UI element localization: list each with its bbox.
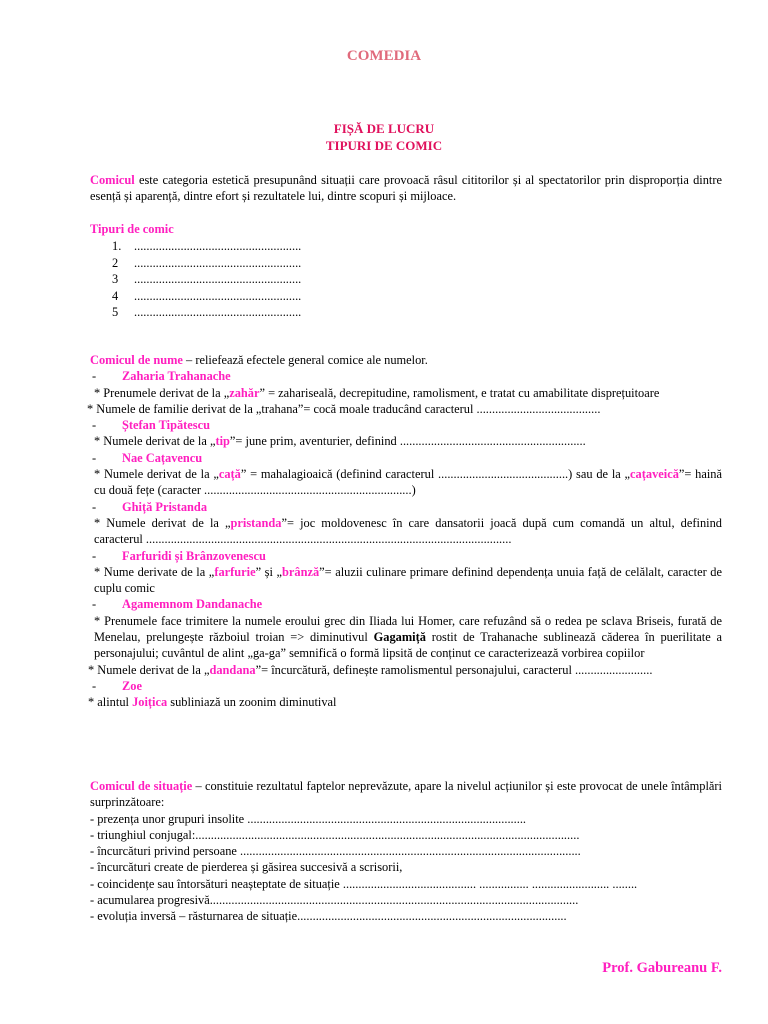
names-heading-line (90, 352, 722, 368)
name-item-tipatescu (90, 417, 722, 433)
name-item-pristanda (90, 499, 722, 515)
situation-heading-text: – constituie rezultatul faptelor neprevăzute, apare la nivelul acțiunilor și este provocat de unele întâmplări surprinzătoare: (90, 779, 722, 810)
dash: - (92, 450, 97, 465)
blank-line: ...................................................... (134, 255, 302, 270)
list-item: 1. ...................................................... (112, 239, 302, 253)
list-item: - acumularea progresivă....................................................................................................................... (90, 893, 579, 908)
list-item: 2 ...................................................... (112, 255, 302, 270)
name-item-dandanache (90, 596, 722, 612)
name-title: Agamemnom Dandanache (122, 597, 263, 612)
name-desc: * alintul Joițica subliniază un zoonim diminutival (88, 695, 337, 710)
dash: - (92, 499, 97, 514)
name-desc: * Prenumele face trimitere la numele eroului grec din Iliada lui Homer, care refuzând să o redea pe sclava Briseis, furată de Menelau, prelungește războiul troian => diminutivul Gagamiță rostit de Trahanache sublinează căderea în puerilitate a personajului; cuvântul de alint „ga-ga” semnifică o formă lipsită de conținut ce caracterizează vorbirea copiilor (94, 613, 722, 661)
list-item: - coincidențe sau întorsături neașteptate de situație ........................................... ................ ......................... ........ (90, 876, 638, 891)
name-item-zoe (90, 678, 722, 694)
list-item: - încurcături privind persoane .............................................................................................................. (90, 844, 581, 859)
dash: - (92, 548, 97, 563)
situation-heading-line (90, 778, 722, 811)
list-item: - evoluția inversă – răsturnarea de situație....................................................................................... (90, 909, 567, 924)
dash: - (92, 597, 97, 612)
name-title: Zaharia Trahanache (122, 369, 231, 384)
dash: - (92, 678, 97, 693)
list-item: - încurcături create de pierderea și găsirea succesivă a scrisorii, (90, 860, 403, 875)
worksheet-subheading: TIPURI DE COMIC (325, 138, 443, 153)
situation-section (90, 778, 722, 925)
name-title: Zoe (122, 678, 142, 693)
list-item: 3 ...................................................... (112, 272, 302, 286)
intro-paragraph (90, 172, 722, 205)
name-desc: * Numele de familie derivat de la „trahana”= cocă moale traducând caracterul ........................................ (87, 401, 601, 416)
list-item: - triunghiul conjugal:............................................................................................................................ (90, 827, 580, 842)
list-item: - prezența unor grupuri insolite .......................................................................................... (90, 811, 527, 826)
dash: - (92, 418, 97, 433)
name-item-farfuridi (90, 548, 722, 564)
name-desc: * Numele derivat de la „dandana”= încurcătură, definește ramolismentul personajului, caracterul ......................... (88, 662, 653, 677)
types-heading: Tipuri de comic (90, 222, 174, 236)
name-desc: * Numele derivat de la „cață” = mahalagioaică (definind caracterul ..........................................) sau de la „cațaveică”= haină cu două fețe (caracter ...................................................................) (94, 467, 723, 498)
name-desc: * Prenumele derivat de la „zahăr” = zahariseală, decrepitudine, ramolisment, e tratat cu amabilitate disprețuitoare (94, 385, 660, 400)
blank-line: ...................................................... (134, 239, 302, 253)
name-title: Ștefan Tipătescu (122, 418, 211, 433)
blank-line: ...................................................... (134, 288, 302, 303)
intro-text: este categoria estetică presupunând situații care provoacă râsul cititorilor și al spectatorilor prin disproporția dintre esență și aparență, dintre efort și rezultatele lui, dintre scopuri și mijloace. (90, 173, 722, 204)
intro-term: Comicul (90, 173, 135, 187)
name-title: Ghiță Pristanda (122, 499, 208, 514)
document-title: COMEDIA (346, 48, 422, 64)
names-heading-text: – reliefează efectele general comice ale numelor. (182, 353, 428, 367)
list-item: 5 ...................................................... (112, 305, 302, 319)
list-item: 4 ...................................................... (112, 288, 302, 303)
names-heading: Comicul de nume (90, 353, 183, 367)
author-signature: Prof. Gabureanu F. (602, 960, 722, 976)
name-title: Farfuridi și Brânzovenescu (122, 548, 266, 563)
dash: - (92, 369, 97, 384)
worksheet-heading: FIȘĂ DE LUCRU (333, 121, 435, 136)
name-desc: * Nume derivate de la „farfurie” și „brânză”= aluzii culinare primare definind dependența unuia față de celălalt, caracter de cuplu comic (94, 564, 722, 596)
types-list (112, 238, 301, 321)
name-desc: * Numele derivat de la „pristanda”= joc moldovenesc în care dansatorii joacă după cum comandă un altul, definind caracterul ...................................................................................................................... (94, 515, 722, 547)
names-section (87, 352, 723, 711)
situation-heading: Comicul de situație (90, 779, 193, 793)
name-desc: * Numele derivat de la „tip”= june prim, aventurier, definind ............................................................ (94, 434, 586, 449)
blank-line: ...................................................... (134, 305, 302, 319)
blank-line: ...................................................... (134, 272, 302, 286)
name-title: Nae Cațavencu (122, 450, 203, 465)
name-item-catavencu (90, 450, 722, 466)
name-item-trahanache (90, 368, 722, 384)
